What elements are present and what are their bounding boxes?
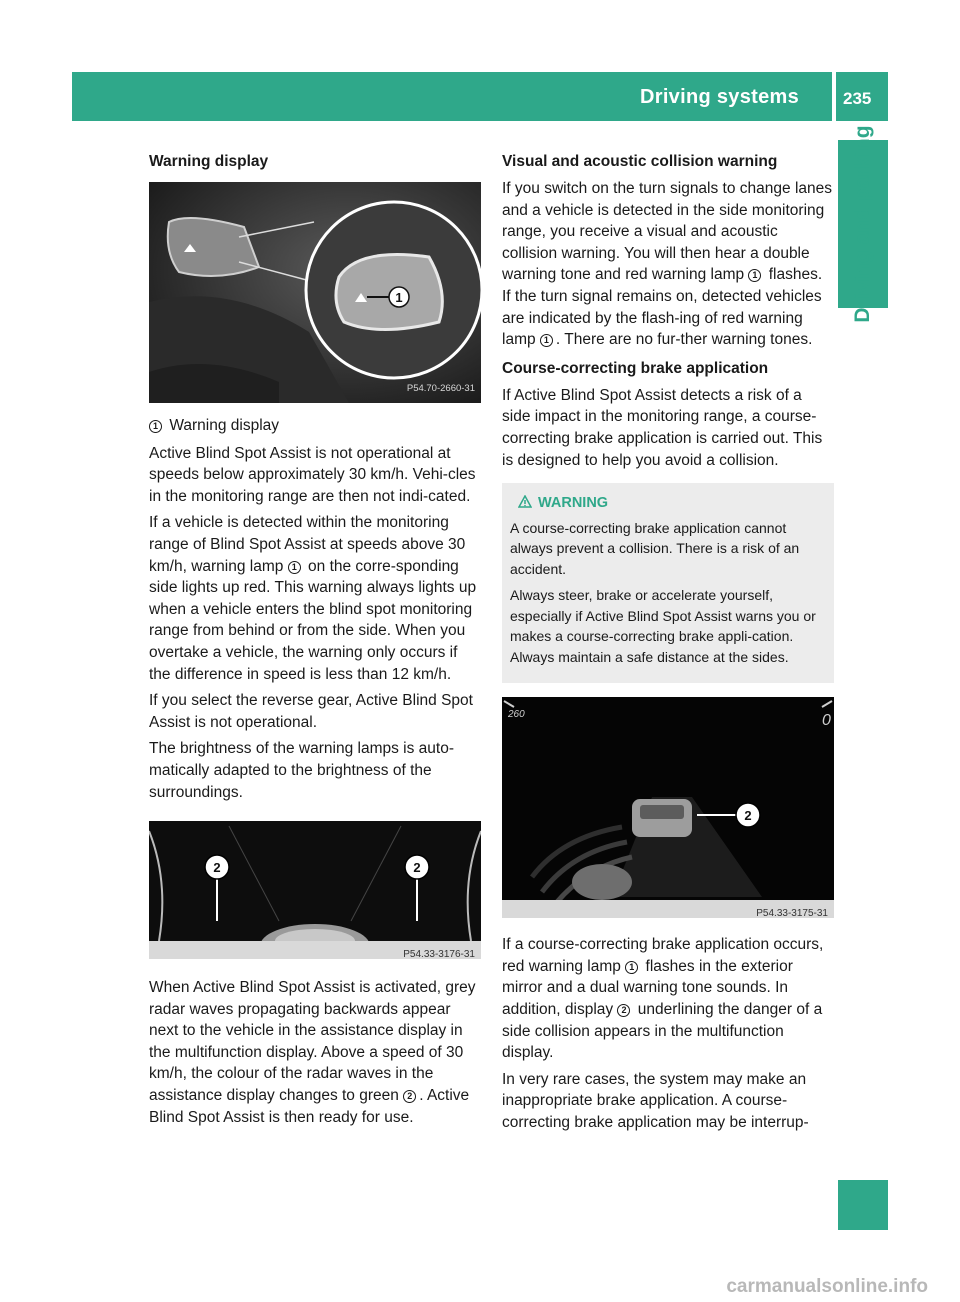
figure-dashboard-radar <box>149 821 481 959</box>
text-run: If a vehicle is detected within the monitoring range of Blind Spot Assist at speeds above 30 km/h, warning lamp <box>149 514 466 575</box>
paragraph: The brightness of the warning lamps is auto-matically adapted to the brightness of the surroundings. <box>149 740 454 801</box>
fig2-callout-left: 2 <box>213 860 221 876</box>
speed-right-label: 0 <box>822 712 831 730</box>
figure-code-strip <box>502 900 834 918</box>
text-run: underlining the danger of a side collision appears in the multifunction display. <box>502 1000 823 1062</box>
heading-collision-warning: Visual and acoustic collision warning <box>502 153 778 170</box>
legend-item <box>149 415 481 437</box>
paragraph <box>149 512 481 685</box>
chapter-label: Driving and parking <box>851 125 874 323</box>
warning-text: A course-correcting brake application cannot always prevent a collision. There is a risk of an accident. <box>510 519 800 577</box>
page-number: 235 <box>843 89 872 108</box>
callout-number: 2 <box>403 1090 416 1103</box>
section-title: Driving systems <box>640 86 800 108</box>
text-run: . There are no fur-ther warning tones. <box>555 331 813 349</box>
right-column <box>502 152 834 1138</box>
callout-number: 2 <box>617 1004 630 1017</box>
left-column <box>149 152 481 1133</box>
paragraph <box>502 934 834 1064</box>
chapter-marker <box>838 1180 888 1230</box>
text-run: If you switch on the turn signals to change lanes and a vehicle is detected in the side monitoring range, you receive a visual and acoustic collision warning. You will then hear a double warning tone and red warning lamp <box>502 180 833 284</box>
figure-code: P54.70-2660-31 <box>406 383 475 395</box>
callout-number: 1 <box>149 420 162 433</box>
heading-brake-application: Course-correcting brake application <box>502 359 769 377</box>
paragraph: If Active Blind Spot Assist detects a risk of a side impact in the monitoring range, a course-correcting brake application is carried out. This is designed to help you avoid a collision. <box>502 386 823 469</box>
heading-warning-display: Warning display <box>149 153 269 170</box>
callout-number: 1 <box>540 334 553 347</box>
text-run: If a course-correcting brake application occurs, red warning lamp <box>502 936 824 975</box>
fig2-callout-right: 2 <box>413 860 421 876</box>
paragraph <box>149 977 481 1128</box>
warning-box <box>502 483 834 683</box>
text-run: When Active Blind Spot Assist is activated, grey radar waves propagating backwards appear next to the vehicle in the assistance display in the multifunction display. Above a speed of 30 km/h, the colour of the radar waves in the assistance display changes to green <box>149 979 476 1105</box>
callout-number: 1 <box>625 961 638 974</box>
callout-number: 1 <box>748 269 761 282</box>
warning-header <box>510 493 826 514</box>
assist-display-illustration <box>502 697 834 918</box>
paragraph <box>502 178 834 351</box>
fig1-callout: 1 <box>395 290 403 305</box>
legend-text: Warning display <box>169 417 280 434</box>
text-run: on the corre-sponding side lights up red. This warning always lights up when a vehicle enters the blind spot monitoring range from behind or from the side. When you overtake a vehicle, the warning only occurs if the difference in speed is less than 12 km/h. <box>149 557 477 683</box>
text-run: flashes. If the turn signal remains on, detected vehicles are indicated by the flash-ing of red warning lamp <box>502 266 823 349</box>
warning-text: Always steer, brake or accelerate yourself, especially if Active Blind Spot Assist warns you or makes a course-correcting brake appli-cation. Always maintain a safe distance at the sides. <box>510 587 816 665</box>
figure-assist-display <box>502 697 834 918</box>
text-run: flashes in the exterior mirror and a dual warning tone sounds. In addition, display <box>502 957 793 1018</box>
header-separator <box>832 72 836 121</box>
warning-label: WARNING <box>538 495 609 512</box>
warning-triangle-icon <box>518 495 532 508</box>
figure-code: P54.33-3176-31 <box>403 949 475 960</box>
figure-mirror-photo <box>149 182 481 403</box>
paragraph: In very rare cases, the system may make an inappropriate brake application. A course-correcting brake application may be interrup- <box>502 1070 809 1131</box>
watermark: carmanualsonline.info <box>726 1276 928 1297</box>
figure-code: P54.33-3175-31 <box>756 908 828 919</box>
mirror-illustration <box>149 182 481 403</box>
paragraph: If you select the reverse gear, Active Blind Spot Assist is not operational. <box>149 692 473 731</box>
speed-left-label: 260 <box>508 709 525 721</box>
figure-code-strip <box>149 941 481 959</box>
callout-number: 1 <box>288 561 301 574</box>
paragraph: Active Blind Spot Assist is not operational at speeds below approximately 30 km/h. Vehi-cles in the monitoring range are then not indi-cated. <box>149 444 476 505</box>
text-run: . Active Blind Spot Assist is then ready for use. <box>149 1087 470 1126</box>
fig3-callout: 2 <box>744 808 752 824</box>
radar-display-illustration <box>149 821 481 959</box>
